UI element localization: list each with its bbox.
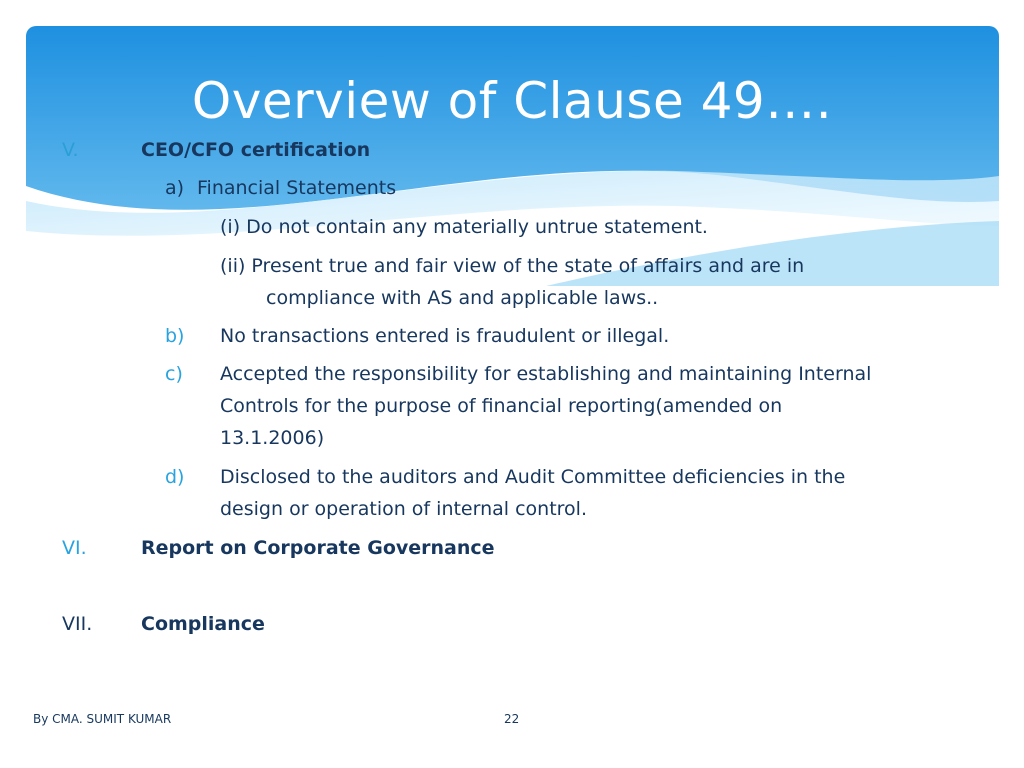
list-item: No transactions entered is fraudulent or illegal. bbox=[220, 325, 670, 347]
page-number: 22 bbox=[504, 712, 520, 726]
list-item: (ii) Present true and fair view of the state of affairs and are in bbox=[220, 255, 805, 277]
list-item: Accepted the responsibility for establishing and maintaining Internal bbox=[220, 363, 872, 385]
list-marker: d) bbox=[165, 466, 185, 488]
list-item: Report on Corporate Governance bbox=[141, 537, 495, 559]
list-marker: VI. bbox=[62, 537, 87, 559]
list-item: Disclosed to the auditors and Audit Committee deficiencies in the bbox=[220, 466, 846, 488]
list-item: CEO/CFO certification bbox=[141, 139, 371, 161]
list-marker: b) bbox=[165, 325, 185, 347]
list-marker: c) bbox=[165, 363, 183, 385]
footer-author: By CMA. SUMIT KUMAR bbox=[33, 712, 172, 726]
list-item-continuation: design or operation of internal control. bbox=[220, 498, 588, 520]
list-item: Compliance bbox=[141, 613, 265, 635]
list-item-continuation: Controls for the purpose of financial reporting(amended on bbox=[220, 395, 783, 417]
list-marker: a) bbox=[165, 177, 185, 199]
list-item: Financial Statements bbox=[197, 177, 397, 199]
list-item-continuation: 13.1.2006) bbox=[220, 427, 325, 449]
list-item: (i) Do not contain any materially untrue statement. bbox=[220, 216, 708, 238]
list-marker: VII. bbox=[62, 613, 93, 635]
list-marker: V. bbox=[62, 139, 79, 161]
list-item-continuation: compliance with AS and applicable laws.. bbox=[266, 287, 659, 309]
slide-title: Overview of Clause 49…. bbox=[191, 72, 833, 130]
